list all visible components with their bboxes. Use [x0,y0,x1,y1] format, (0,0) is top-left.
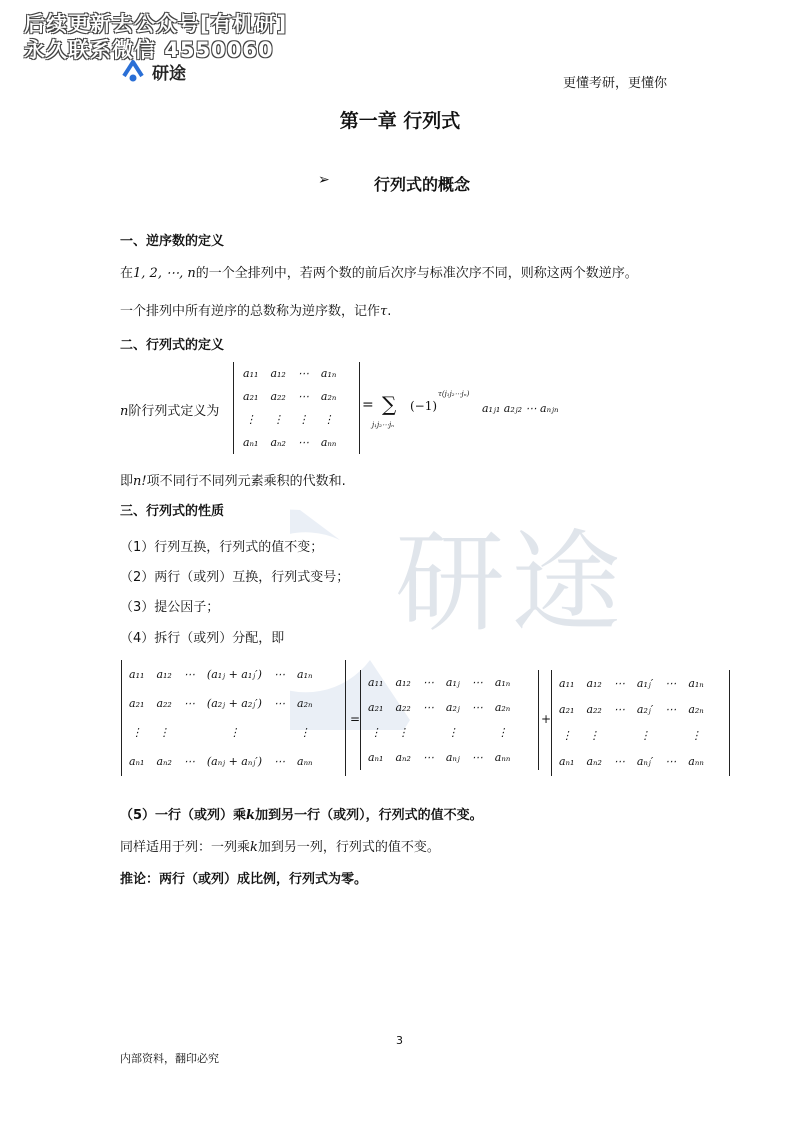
matrix-cell: a₁ₙ [688,676,704,690]
matrix-cell: a₂₁ [243,390,259,403]
property-5-suffix: 加到另一行（或列），行列式的值不变。 [255,808,483,823]
matrix-cell: (aₙⱼ + aₙⱼ′) [206,755,263,768]
matrix-cell: ⋯ [274,755,286,768]
inversion-line-1-suffix: 的一个全排列中，若两个数的前后次序与标准次序不同，则称这两个数逆序。 [195,266,638,281]
matrix-row [553,722,710,748]
heading-properties: 三、行列式的性质 [120,504,225,519]
split-right-bar-r [729,670,730,776]
matrix-cell: aₙₙ [320,436,337,449]
matrix-cell: aₙ₁ [243,436,259,449]
matrix-cell: aₙ₁ [368,751,384,764]
matrix-cell: a₁₂ [270,367,286,380]
inversion-line-2-suffix: . [387,304,392,319]
matrix-cell: a₂ₙ [688,702,704,716]
tau-symbol: τ [380,304,388,319]
matrix-row [362,670,516,695]
matrix-cell: ⋮ [370,726,382,739]
matrix-cell: ⋮ [297,413,309,426]
matrix-cell [659,722,682,748]
matrix-cell: a₂₁ [368,701,384,714]
watermark-line-1: 后续更新去公众号[有机研] [24,12,288,36]
matrix-cell: a₁₂ [586,676,602,690]
matrix-cell: ⋮ [497,726,509,739]
sign-exponent: τ(j₁j₂⋯jₙ) [438,390,470,398]
matrix-cell: a₁₁ [368,676,384,689]
property-2: （2）两行（或列）互换，行列式变号； [120,570,350,585]
header-slogan: 更懂考研，更懂你 [563,76,668,91]
matrix-cell: ⋯ [471,751,483,764]
page-number: 3 [396,1034,403,1047]
matrix-cell: ⋯ [613,676,625,690]
definition-determinant [233,362,342,454]
matrix-cell: ⋯ [613,702,625,716]
same-for-columns-suffix: 加到另一列，行列式的值不变。 [257,840,440,855]
same-for-columns [120,836,440,855]
matrix-cell: a₂₁ [129,697,145,710]
matrix-cell: a₁ₙ [320,367,337,380]
matrix-cell: ⋮ [397,726,409,739]
split-mid-bar-l [360,670,361,770]
matrix-row [237,385,342,408]
inversion-line-2 [120,300,391,319]
matrix-cell: aₙ₂ [270,436,286,449]
matrix-row [123,689,319,718]
matrix-cell: ⋮ [299,726,311,739]
matrix-cell: a₁ⱼ [445,676,460,689]
matrix-cell: ⋮ [639,728,651,742]
split-right-matrix [553,670,710,774]
matrix-cell: a₁ⱼ′ [636,676,654,690]
definition-matrix [237,362,342,454]
matrix-row [123,718,319,747]
split-mid-bar-r [538,670,539,770]
matrix-cell: ⋮ [447,726,459,739]
det-left-bar [233,362,234,454]
matrix-cell: aₙ₂ [395,751,411,764]
matrix-cell: ⋮ [158,726,170,739]
matrix-cell: ⋮ [588,728,600,742]
background-brand-text: 研途 [395,519,627,647]
matrix-row [362,745,516,770]
split-equals: = [350,712,361,726]
matrix-cell: (a₁ⱼ + a₁ⱼ′) [206,668,262,681]
inversion-line-1 [120,262,638,281]
matrix-cell: ⋯ [183,755,195,768]
definition-lead-math: n [120,404,129,419]
matrix-row [362,720,516,745]
heading-inversion: 一、逆序数的定义 [120,234,225,249]
matrix-row [237,408,342,431]
matrix-row [362,695,516,720]
inversion-line-1-prefix: 在 [120,266,134,281]
matrix-row [553,696,710,722]
matrix-cell: aₙ₂ [586,754,602,768]
property-5-prefix: （5）一行（或列）乘 [120,808,247,823]
matrix-cell: a₁₁ [559,676,575,690]
matrix-row [123,747,319,776]
split-plus: + [541,712,552,726]
inversion-line-1-math: 1, 2, ⋯, n [133,266,196,281]
matrix-cell: ⋯ [297,436,309,449]
split-mid-matrix [362,670,516,770]
matrix-row [123,660,319,689]
matrix-cell: a₂₂ [270,390,286,403]
logo-icon [120,58,146,84]
det-right-bar [359,362,360,454]
matrix-cell: a₁ₙ [297,668,313,681]
split-left-matrix [123,660,319,776]
watermark-line-2: 永久联系微信 4550060 [24,38,274,62]
matrix-cell [466,720,489,745]
same-for-columns-k: k [250,840,258,855]
matrix-cell: ⋯ [613,754,625,768]
matrix-cell: ⋯ [297,367,309,380]
definition-equals: = [362,397,374,413]
matrix-row [237,362,342,385]
matrix-cell: ⋮ [228,726,240,739]
matrix-cell: a₂₂ [395,701,411,714]
matrix-row [553,670,710,696]
footer-note: 内部资料，翻印必究 [120,1052,219,1065]
matrix-cell [268,718,291,747]
definition-product: a₁ⱼ₁ a₂ⱼ₂ ⋯ aₙⱼₙ [482,402,559,415]
matrix-row [553,748,710,774]
matrix-cell: ⋯ [274,668,286,681]
matrix-cell: ⋮ [690,728,702,742]
split-right-determinant [551,670,710,774]
matrix-cell: a₂ₙ [320,390,337,403]
definition-note-prefix: 即 [120,474,134,489]
matrix-cell: aₙ₁ [129,755,145,768]
matrix-cell: ⋮ [323,413,335,426]
heading-definition: 二、行列式的定义 [120,338,225,353]
matrix-row [237,431,342,454]
header-logo [120,58,186,84]
matrix-cell: aₙₙ [688,754,704,768]
property-4: （4）拆行（或列）分配，即 [120,631,285,646]
matrix-cell [608,722,631,748]
split-left-determinant [121,660,319,776]
matrix-cell: a₂ₙ [297,697,313,710]
matrix-cell: ⋯ [665,754,677,768]
matrix-cell [417,720,440,745]
matrix-cell: ⋯ [274,697,286,710]
matrix-cell: ⋮ [131,726,143,739]
split-left-bar-r [345,660,346,776]
logo-text: 研途 [152,63,186,84]
matrix-cell: a₂ⱼ′ [636,702,654,716]
matrix-cell: a₂₂ [586,702,602,716]
matrix-cell: aₙⱼ′ [636,754,654,768]
matrix-cell: ⋯ [183,668,195,681]
matrix-cell: ⋮ [561,728,573,742]
matrix-cell: ⋯ [471,676,483,689]
matrix-cell: aₙⱼ [445,751,460,764]
sum-symbol: ∑ [382,392,397,416]
matrix-cell: ⋯ [471,701,483,714]
matrix-cell: ⋯ [422,751,434,764]
matrix-cell: ⋯ [665,676,677,690]
matrix-cell: aₙₙ [297,755,313,768]
matrix-cell: aₙₙ [494,751,511,764]
section-title: 行列式的概念 [374,175,471,194]
matrix-cell: ⋮ [272,413,284,426]
split-mid-determinant [360,670,516,770]
matrix-cell: ⋯ [183,697,195,710]
matrix-cell: a₁₂ [156,668,172,681]
sign-base: (−1) [410,399,438,413]
matrix-cell: a₂₁ [559,702,575,716]
definition-note [120,470,346,489]
corollary: 推论：两行（或列）成比例，行列式为零。 [120,872,368,887]
property-1: （1）行列互换，行列式的值不变； [120,540,324,555]
matrix-cell: a₂ₙ [494,701,511,714]
matrix-cell: a₂ⱼ [445,701,460,714]
matrix-cell: ⋯ [422,701,434,714]
property-5 [120,804,483,823]
definition-lead [120,400,219,419]
matrix-cell: ⋯ [665,702,677,716]
arrow-bullet-icon: ➢ [318,172,330,188]
matrix-cell: ⋯ [297,390,309,403]
matrix-cell: aₙ₂ [156,755,172,768]
matrix-cell: (a₂ⱼ + a₂ⱼ′) [206,697,262,710]
matrix-cell: aₙ₁ [559,754,575,768]
matrix-cell: a₁ₙ [494,676,511,689]
definition-note-math: n! [133,474,147,489]
property-5-k: k [246,808,256,823]
definition-note-suffix: 项不同行不同列元素乘积的代数和. [146,474,346,489]
chapter-title: 第一章 行列式 [339,110,461,132]
split-right-bar-l [551,670,552,776]
inversion-line-2-prefix: 一个排列中所有逆序的总数称为逆序数，记作 [120,304,381,319]
matrix-cell [178,718,201,747]
split-left-bar-l [121,660,122,776]
matrix-cell: a₁₂ [395,676,411,689]
matrix-cell: ⋯ [422,676,434,689]
same-for-columns-prefix: 同样适用于列：一列乘 [120,840,251,855]
matrix-cell: a₂₂ [156,697,172,710]
property-3: （3）提公因子； [120,600,220,615]
matrix-cell: ⋮ [245,413,257,426]
definition-lead-text: 阶行列式定义为 [128,404,220,419]
matrix-cell: a₁₁ [243,367,259,380]
matrix-cell: a₁₁ [129,668,145,681]
sum-subscript: j₁j₂⋯jₙ [372,421,394,429]
